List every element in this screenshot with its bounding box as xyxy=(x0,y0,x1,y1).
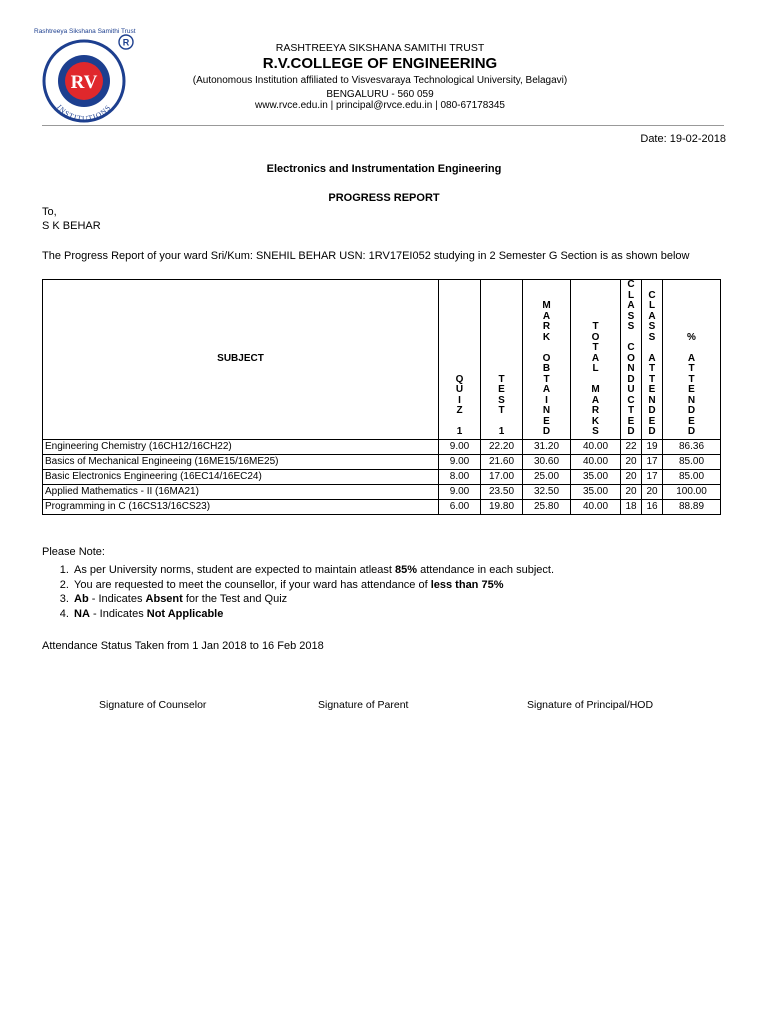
college-name: R.V.COLLEGE OF ENGINEERING xyxy=(262,55,498,72)
subject-cell: Programming in C (16CS13/16CS23) xyxy=(43,499,439,514)
obtained-cell: 30.60 xyxy=(523,454,571,469)
intro-text: The Progress Report of your ward Sri/Kum: SNEHIL BEHAR USN: 1RV17EI052 studying in 2 Semester G Section is as shown below xyxy=(42,250,690,262)
subject-cell: Applied Mathematics - II (16MA21) xyxy=(43,484,439,499)
obtained-cell: 32.50 xyxy=(523,484,571,499)
table-row xyxy=(43,469,721,484)
logo-bottom-text xyxy=(34,33,137,123)
percent-cell: 88.89 xyxy=(663,499,721,514)
obtained-cell: 25.00 xyxy=(523,469,571,484)
quiz-cell: 9.00 xyxy=(439,454,481,469)
note-item: 4. NA - Indicates Not Applicable xyxy=(72,607,554,622)
obtained-cell: 25.80 xyxy=(523,499,571,514)
header-class-conducted: C L A S S C O N D U C T E D xyxy=(621,280,642,440)
report-title: PROGRESS REPORT xyxy=(328,192,440,204)
conducted-cell: 20 xyxy=(621,469,642,484)
header-divider xyxy=(42,125,724,126)
header-total-marks: T O T A L M A R K S xyxy=(571,280,621,440)
logo-registered-mark: R xyxy=(122,37,130,48)
subject-cell: Basics of Mechanical Engineeing (16ME15/16ME25) xyxy=(43,454,439,469)
attendance-status: Attendance Status Taken from 1 Jan 2018 to 16 Feb 2018 xyxy=(42,640,324,652)
header-percent-attended: % A T T E N D E D xyxy=(663,280,721,440)
header-test: T E S T 1 xyxy=(481,280,523,440)
test-cell: 17.00 xyxy=(481,469,523,484)
attended-cell: 20 xyxy=(642,484,663,499)
subject-cell: Basic Electronics Engineering (16EC14/16EC24) xyxy=(43,469,439,484)
test-cell: 22.20 xyxy=(481,439,523,454)
table-row xyxy=(43,454,721,469)
attended-cell: 17 xyxy=(642,454,663,469)
recipient-name: S K BEHAR xyxy=(42,220,101,232)
note-item: 3. Ab - Indicates Absent for the Test and Quiz xyxy=(72,592,554,607)
svg-text:INSTITUTIONS: INSTITUTIONS xyxy=(55,102,113,123)
test-cell: 19.80 xyxy=(481,499,523,514)
table-row xyxy=(43,439,721,454)
to-label: To, xyxy=(42,206,57,218)
note-item: 1. As per University norms, student are expected to maintain atleast 85% attendance in each subject. xyxy=(72,563,554,578)
percent-cell: 100.00 xyxy=(663,484,721,499)
total-cell: 35.00 xyxy=(571,469,621,484)
conducted-cell: 20 xyxy=(621,454,642,469)
department: Electronics and Instrumentation Engineering xyxy=(266,163,502,175)
quiz-cell: 9.00 xyxy=(439,439,481,454)
header-mark-obtained: M A R K O B T A I N E D xyxy=(523,280,571,440)
logo-monogram: RV xyxy=(70,72,98,93)
total-cell: 40.00 xyxy=(571,439,621,454)
header-quiz: Q U I Z 1 xyxy=(439,280,481,440)
header-class-attended: C L A S S A T T E N D E D xyxy=(642,280,663,440)
notes-heading: Please Note: xyxy=(42,546,105,558)
affiliation: (Autonomous Institution affiliated to Visvesvaraya Technological University, Belagavi) xyxy=(192,75,568,86)
attended-cell: 16 xyxy=(642,499,663,514)
conducted-cell: 18 xyxy=(621,499,642,514)
parent-signature: Signature of Parent xyxy=(318,699,409,711)
principal-signature: Signature of Principal/HOD xyxy=(527,699,654,711)
percent-cell: 85.00 xyxy=(663,469,721,484)
quiz-cell: 8.00 xyxy=(439,469,481,484)
quiz-cell: 6.00 xyxy=(439,499,481,514)
table-header-row xyxy=(43,280,721,440)
notes-list xyxy=(42,563,554,621)
progress-table xyxy=(42,279,721,515)
obtained-cell: 31.20 xyxy=(523,439,571,454)
attended-cell: 19 xyxy=(642,439,663,454)
contact-line: www.rvce.edu.in | principal@rvce.edu.in | 080-67178345 xyxy=(255,100,505,111)
counselor-signature: Signature of Counselor xyxy=(99,699,207,711)
logo-arc-text: Rashtreeya Sikshana Samithi Trust xyxy=(34,28,136,35)
report-date: Date: 19-02-2018 xyxy=(640,133,726,145)
note-item: 2. You are requested to meet the counsellor, if your ward has attendance of less than 75% xyxy=(72,578,554,593)
conducted-cell: 22 xyxy=(621,439,642,454)
percent-cell: 86.36 xyxy=(663,439,721,454)
subject-cell: Engineering Chemistry (16CH12/16CH22) xyxy=(43,439,439,454)
test-cell: 21.60 xyxy=(481,454,523,469)
test-cell: 23.50 xyxy=(481,484,523,499)
table-row xyxy=(43,484,721,499)
attended-cell: 17 xyxy=(642,469,663,484)
percent-cell: 85.00 xyxy=(663,454,721,469)
trust-name: RASHTREEYA SIKSHANA SAMITHI TRUST xyxy=(275,42,485,54)
total-cell: 40.00 xyxy=(571,499,621,514)
table-row xyxy=(43,499,721,514)
quiz-cell: 9.00 xyxy=(439,484,481,499)
total-cell: 35.00 xyxy=(571,484,621,499)
header-subject: SUBJECT xyxy=(43,280,439,440)
city: BENGALURU - 560 059 xyxy=(326,89,434,100)
total-cell: 40.00 xyxy=(571,454,621,469)
conducted-cell: 20 xyxy=(621,484,642,499)
